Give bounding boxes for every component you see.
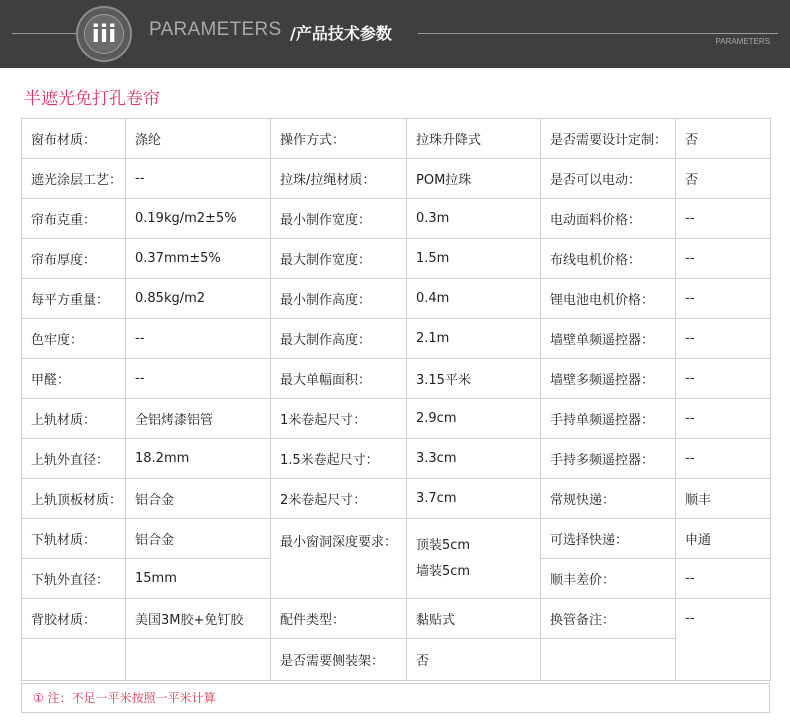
param-label: 布线电机价格： (541, 239, 676, 279)
product-title: 半遮光免打孔卷帘 (24, 89, 160, 109)
param-label: 上轨顶板材质： (22, 479, 126, 519)
pricing-note: ① 注：不足一平米按照一平米计算 (21, 683, 770, 713)
param-value: 3.3cm (407, 439, 541, 479)
header-banner (0, 0, 790, 68)
param-value (126, 639, 271, 681)
param-label: 墙壁单频遥控器： (541, 319, 676, 359)
banner-title-en: PARAMETERS (149, 19, 282, 40)
param-value: -- (676, 319, 771, 359)
param-label: 是否可以电动： (541, 159, 676, 199)
param-value: 涤纶 (126, 119, 271, 159)
param-value: 3.7cm (407, 479, 541, 519)
param-value: 顺丰 (676, 479, 771, 519)
param-label: 遮光涂层工艺： (22, 159, 126, 199)
badge-label: iii (84, 14, 124, 54)
param-label: 配件类型： (271, 599, 407, 639)
param-label: 最大制作高度： (271, 319, 407, 359)
banner-divider-left (12, 33, 76, 34)
param-value: -- (676, 239, 771, 279)
param-label: 上轨材质： (22, 399, 126, 439)
banner-title-cn: /产品技术参数 (290, 24, 392, 43)
param-label: 常规快递： (541, 479, 676, 519)
table-row (22, 639, 771, 681)
param-label: 手持单频遥控器： (541, 399, 676, 439)
table-row (22, 479, 771, 519)
param-label: 帘布克重： (22, 199, 126, 239)
param-label: 2米卷起尺寸： (271, 479, 407, 519)
param-value: 否 (676, 119, 771, 159)
param-value: 0.3m (407, 199, 541, 239)
param-value: -- (676, 599, 771, 681)
param-value: 2.1m (407, 319, 541, 359)
table-row (22, 239, 771, 279)
param-label: 最大单幅面积： (271, 359, 407, 399)
param-value: -- (676, 399, 771, 439)
banner-subtitle: PARAMETERS (715, 37, 770, 46)
table-row (22, 599, 771, 639)
table-row (22, 359, 771, 399)
param-label: 每平方重量： (22, 279, 126, 319)
param-value: 申通 (676, 519, 771, 559)
param-value: 15mm (126, 559, 271, 599)
param-label: 手持多频遥控器： (541, 439, 676, 479)
param-value: -- (126, 159, 271, 199)
table-row (22, 199, 771, 239)
param-value: 0.37mm±5% (126, 239, 271, 279)
param-label: 下轨材质： (22, 519, 126, 559)
param-label: 顺丰差价： (541, 559, 676, 599)
param-label: 可选择快递： (541, 519, 676, 559)
param-value: 否 (407, 639, 541, 681)
param-value: 拉珠升降式 (407, 119, 541, 159)
param-value: -- (126, 359, 271, 399)
param-label: 最大制作宽度： (271, 239, 407, 279)
param-label: 最小制作宽度： (271, 199, 407, 239)
param-label (22, 639, 126, 681)
param-value: 0.19kg/m2±5% (126, 199, 271, 239)
param-value: -- (676, 559, 771, 599)
table-row (22, 519, 771, 559)
param-label: 最小窗洞深度要求： (271, 519, 407, 599)
param-value: -- (126, 319, 271, 359)
table-row (22, 319, 771, 359)
table-row (22, 279, 771, 319)
param-label: 上轨外直径： (22, 439, 126, 479)
param-value: 0.85kg/m2 (126, 279, 271, 319)
table-row (22, 439, 771, 479)
param-label: 锂电池电机价格： (541, 279, 676, 319)
banner-badge-icon (76, 6, 132, 62)
param-value: -- (676, 279, 771, 319)
banner-divider-right (418, 33, 778, 34)
spec-table (21, 118, 771, 681)
param-label: 换管备注： (541, 599, 676, 639)
param-label: 帘布厚度： (22, 239, 126, 279)
param-value: POM拉珠 (407, 159, 541, 199)
param-label: 1.5米卷起尺寸： (271, 439, 407, 479)
depth-values-cell (407, 519, 541, 599)
param-label: 窗布材质： (22, 119, 126, 159)
param-value: 铝合金 (126, 519, 271, 559)
param-label: 电动面料价格： (541, 199, 676, 239)
param-label: 下轨外直径： (22, 559, 126, 599)
table-row (22, 159, 771, 199)
param-label: 操作方式： (271, 119, 407, 159)
param-label: 色牢度： (22, 319, 126, 359)
param-value: 全铝烤漆铝管 (126, 399, 271, 439)
param-label (541, 639, 676, 681)
param-value: -- (676, 359, 771, 399)
param-value: 2.9cm (407, 399, 541, 439)
param-label: 拉珠/拉绳材质： (271, 159, 407, 199)
param-label: 是否需要侧装架： (271, 639, 407, 681)
param-value: 18.2mm (126, 439, 271, 479)
table-row (22, 399, 771, 439)
param-label: 1米卷起尺寸： (271, 399, 407, 439)
param-label: 背胶材质： (22, 599, 126, 639)
param-value: 美国3M胶+免钉胶 (126, 599, 271, 639)
param-value: 否 (676, 159, 771, 199)
param-value: 铝合金 (126, 479, 271, 519)
param-label: 甲醛： (22, 359, 126, 399)
param-value: 黏贴式 (407, 599, 541, 639)
param-label: 是否需要设计定制： (541, 119, 676, 159)
param-label: 墙壁多频遥控器： (541, 359, 676, 399)
depth-value-top-mount: 顶装5cm (416, 537, 471, 553)
param-value: 3.15平米 (407, 359, 541, 399)
param-value: 1.5m (407, 239, 541, 279)
param-value: 0.4m (407, 279, 541, 319)
param-value: -- (676, 199, 771, 239)
param-label: 最小制作高度： (271, 279, 407, 319)
depth-value-wall-mount: 墙装5cm (416, 563, 471, 579)
table-row (22, 119, 771, 159)
param-value: -- (676, 439, 771, 479)
